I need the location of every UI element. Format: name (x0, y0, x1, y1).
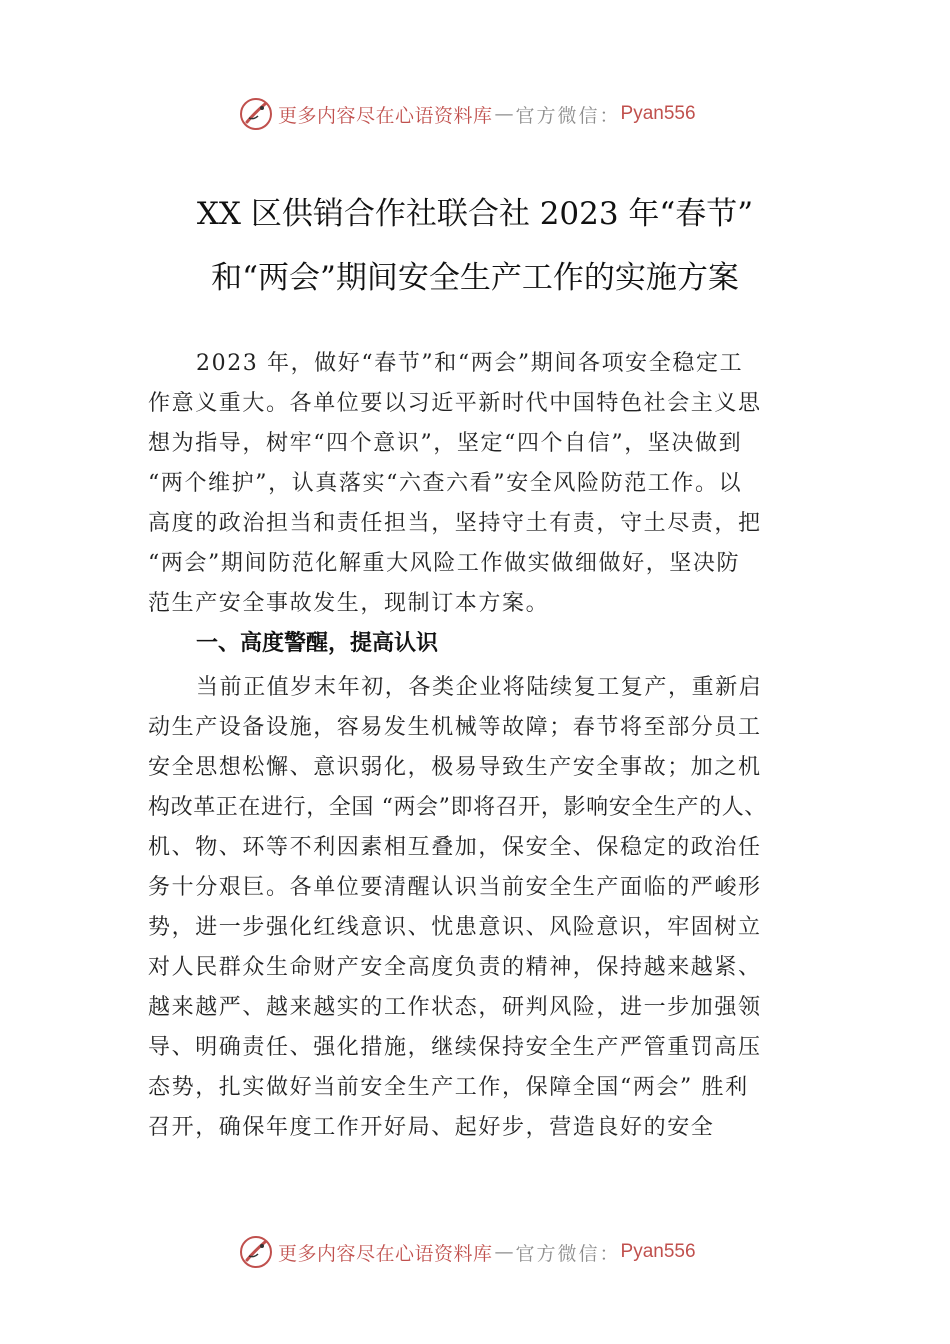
watermark-separator: — (494, 1241, 514, 1263)
watermark-brand-text: 更多内容尽在心语资料库 (278, 104, 493, 127)
watermark-separator: — (494, 103, 514, 125)
paragraph-2-line: 态势，扎实做好当前安全生产工作，保障全国“两会” 胜利 (148, 1075, 749, 1100)
pen-logo-icon (238, 1234, 274, 1270)
document-title-line-1: XX 区供销合作社联合社 2023 年“春节” (196, 196, 754, 232)
paragraph-1-line: 作意义重大。各单位要以习近平新时代中国特色社会主义思 (148, 391, 762, 416)
watermark-contact-id: Pyan556 (620, 103, 696, 124)
watermark-banner-top (238, 94, 758, 134)
paragraph-2-line: 势，进一步强化红线意识、忧患意识、风险意识，牢固树立 (148, 915, 762, 940)
paragraph-2-line: 务十分艰巨。各单位要清醒认识当前安全生产面临的严峻形 (148, 875, 762, 900)
pen-logo-icon (238, 96, 274, 132)
paragraph-2-line: 当前正值岁末年初，各类企业将陆续复工复产，重新启 (196, 675, 763, 700)
paragraph-2-line: 动生产设备设施，容易发生机械等故障；春节将至部分员工 (148, 715, 762, 740)
watermark-brand-text: 更多内容尽在心语资料库 (278, 1242, 493, 1265)
paragraph-2-line: 对人民群众生命财产安全高度负责的精神，保持越来越紧、 (148, 955, 762, 980)
paragraph-1-line: 高度的政治担当和责任担当，坚持守土有责，守土尽责，把 (148, 511, 762, 536)
paragraph-2-line: 构改革正在进行，全国 “两会”即将召开，影响安全生产的人、 (148, 795, 767, 820)
paragraph-2-line: 机、物、环等不利因素相互叠加，保安全、保稳定的政治任 (148, 835, 762, 860)
paragraph-2-line: 导、明确责任、强化措施，继续保持安全生产严管重罚高压 (148, 1035, 762, 1060)
paragraph-1-line: “两个维护”，认真落实“六查六看”安全风险防范工作。以 (148, 471, 743, 496)
document-title-line-2: 和“两会”期间安全生产工作的实施方案 (211, 260, 739, 296)
watermark-contact-label: 官方微信： (515, 1242, 621, 1265)
paragraph-2-line: 召开，确保年度工作开好局、起好步，营造良好的安全 (148, 1115, 715, 1140)
paragraph-1-line: “两会”期间防范化解重大风险工作做实做细做好，坚决防 (148, 551, 741, 576)
paragraph-2-line: 越来越严、越来越实的工作状态，研判风险，进一步加强领 (148, 995, 762, 1020)
watermark-contact-id: Pyan556 (620, 1241, 696, 1262)
paragraph-1-line: 想为指导，树牢“四个意识”，坚定“四个自信”，坚决做到 (148, 431, 743, 456)
paragraph-1-line: 2023 年，做好“春节”和“两会”期间各项安全稳定工 (196, 351, 744, 376)
section-heading-1: 一、高度警醒，提高认识 (196, 631, 439, 656)
watermark-contact-label: 官方微信： (515, 104, 621, 127)
paragraph-2-line: 安全思想松懈、意识弱化，极易导致生产安全事故；加之机 (148, 755, 762, 780)
watermark-banner-bottom (238, 1232, 758, 1272)
paragraph-1-line: 范生产安全事故发生，现制订本方案。 (148, 591, 550, 616)
